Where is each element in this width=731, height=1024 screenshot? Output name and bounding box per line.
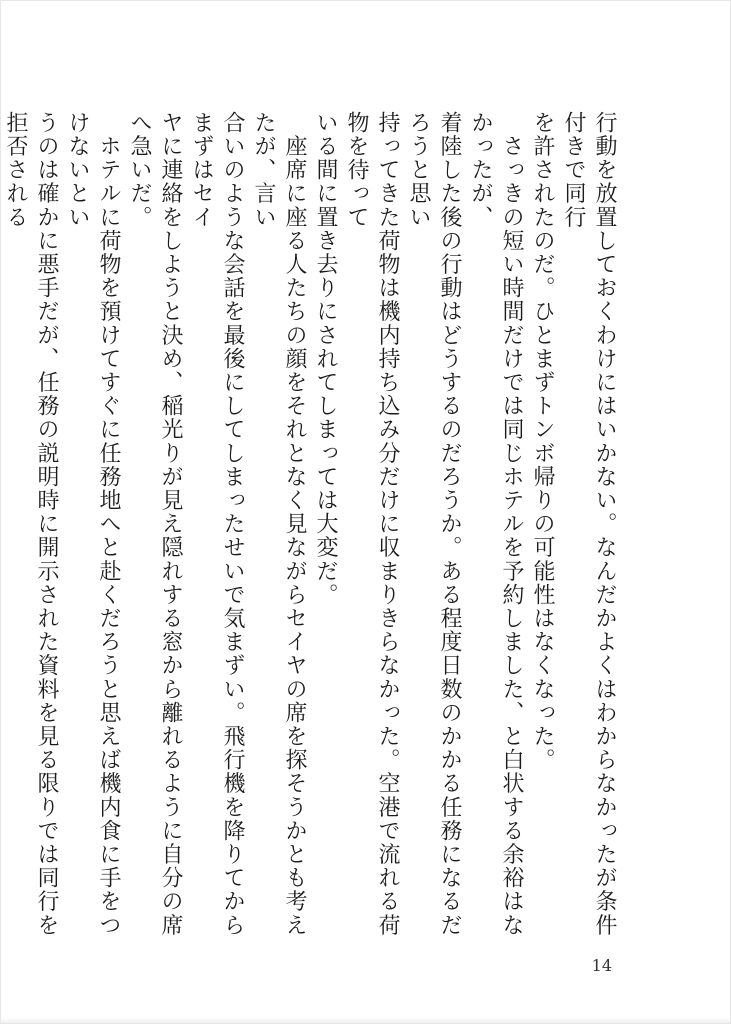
text-line: 持ってきた荷物は機内持ち込み分だけに収まりきらなかった。空港で流れる荷物を待って [344,111,400,937]
text-line: を許されたのだ。ひとまずトンボ帰りの可能性はなくなった。 [530,111,555,772]
text-line: 行動を放置しておくわけにはいかない。なんだかよくはわからなかったが条件付きで同行 [561,111,617,937]
text-line: 着陸した後の行動はどうするのだろうか。ある程度日数のかかる任務になるだろうと思い [406,111,462,937]
body-text [0,111,620,941]
text-line: ヤに連絡をしようと決め、稲光りが見え隠れする窓から離れるように自分の席へ急いだ。 [127,111,183,937]
text-line: 座席に座る人たちの顔をそれとなく見ながらセイヤの席を探そうかとも考えたが、言い [251,111,307,937]
page-edge [1,1017,730,1023]
text-line: ホテルに荷物を預けてすぐに任務地へと赴くだろうと思えば機内食に手をつけないとい [65,111,121,937]
text-line: 合いのような会話を最後にしてしまったせいで気まずい。飛行機を降りてからまずはセイ [189,111,245,937]
text-line: いる間に置き去りにされてしまっては大変だ。 [313,111,338,607]
text-line: さっきの短い時間だけでは同じホテルを予約しました、と白状する余裕はなかったが、 [468,111,524,937]
text-line: うのは確かに悪手だが、任務の説明時に開示された資料を見る限りでは同行を拒否される [3,111,59,937]
page-number: 14 [591,956,612,975]
